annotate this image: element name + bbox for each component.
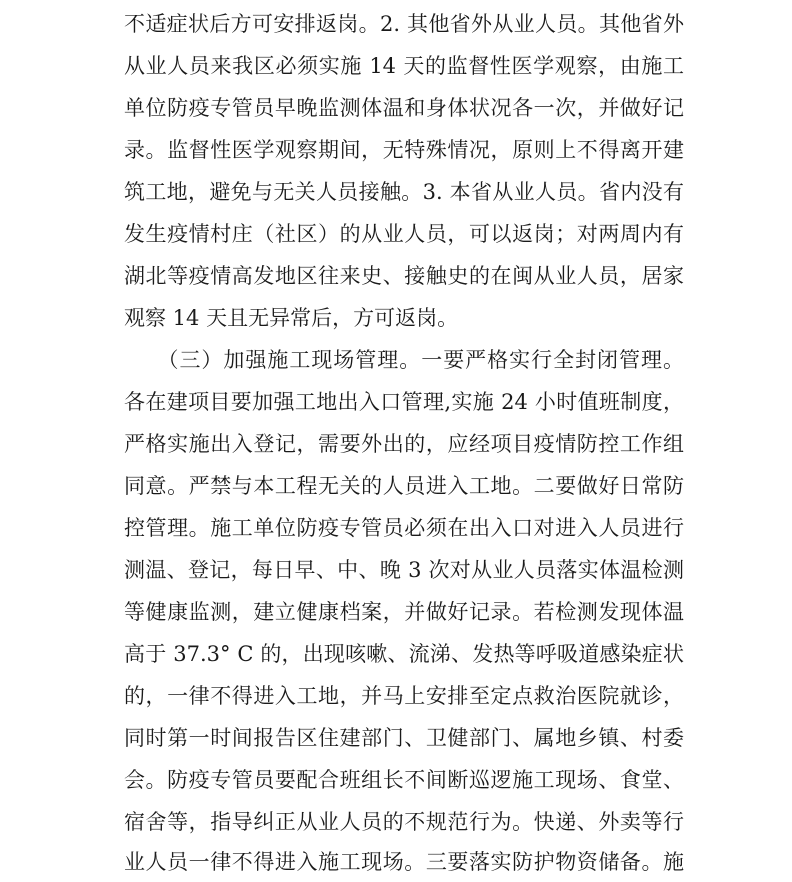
- text-line: 筑工地，避免与无关人员接触。3. 本省从业人员。省内没有: [124, 180, 684, 204]
- text-line: 测温、登记，每日早、中、晚 3 次对从业人员落实体温检测: [124, 558, 684, 582]
- paragraph-heading-line: （三）加强施工现场管理。一要严格实行全封闭管理。: [124, 348, 684, 372]
- text-line: 单位防疫专管员早晚监测体温和身体状况各一次，并做好记: [124, 96, 684, 120]
- text-line: 湖北等疫情高发地区往来史、接触史的在闽从业人员，居家: [124, 264, 684, 288]
- text-line: 的，一律不得进入工地，并马上安排至定点救治医院就诊，: [124, 684, 684, 708]
- text-line: 发生疫情村庄（社区）的从业人员，可以返岗；对两周内有: [124, 222, 684, 246]
- text-line: 观察 14 天且无异常后，方可返岗。: [124, 306, 459, 330]
- text-line: 宿舍等，指导纠正从业人员的不规范行为。快递、外卖等行: [124, 810, 684, 834]
- text-line: 等健康监测，建立健康档案，并做好记录。若检测发现体温: [124, 600, 684, 624]
- text-line: 控管理。施工单位防疫专管员必须在出入口对进入人员进行: [124, 516, 684, 540]
- text-line: 同意。严禁与本工程无关的人员进入工地。二要做好日常防: [124, 474, 684, 498]
- text-line: 不适症状后方可安排返岗。2. 其他省外从业人员。其他省外: [124, 12, 684, 36]
- text-line: 各在建项目要加强工地出入口管理,实施 24 小时值班制度，: [124, 390, 684, 414]
- text-line: 严格实施出入登记，需要外出的，应经项目疫情防控工作组: [124, 432, 684, 456]
- text-line: 高于 37.3° C 的，出现咳嗽、流涕、发热等呼吸道感染症状: [124, 642, 684, 666]
- text-line: 会。防疫专管员要配合班组长不间断巡逻施工现场、食堂、: [124, 768, 684, 792]
- text-line: 录。监督性医学观察期间，无特殊情况，原则上不得离开建: [124, 138, 684, 162]
- text-line: 从业人员来我区必须实施 14 天的监督性医学观察，由施工: [124, 54, 684, 78]
- text-line: 同时第一时间报告区住建部门、卫健部门、属地乡镇、村委: [124, 726, 684, 750]
- text-line: 业人员一律不得进入施工现场。三要落实防护物资储备。施: [124, 850, 684, 874]
